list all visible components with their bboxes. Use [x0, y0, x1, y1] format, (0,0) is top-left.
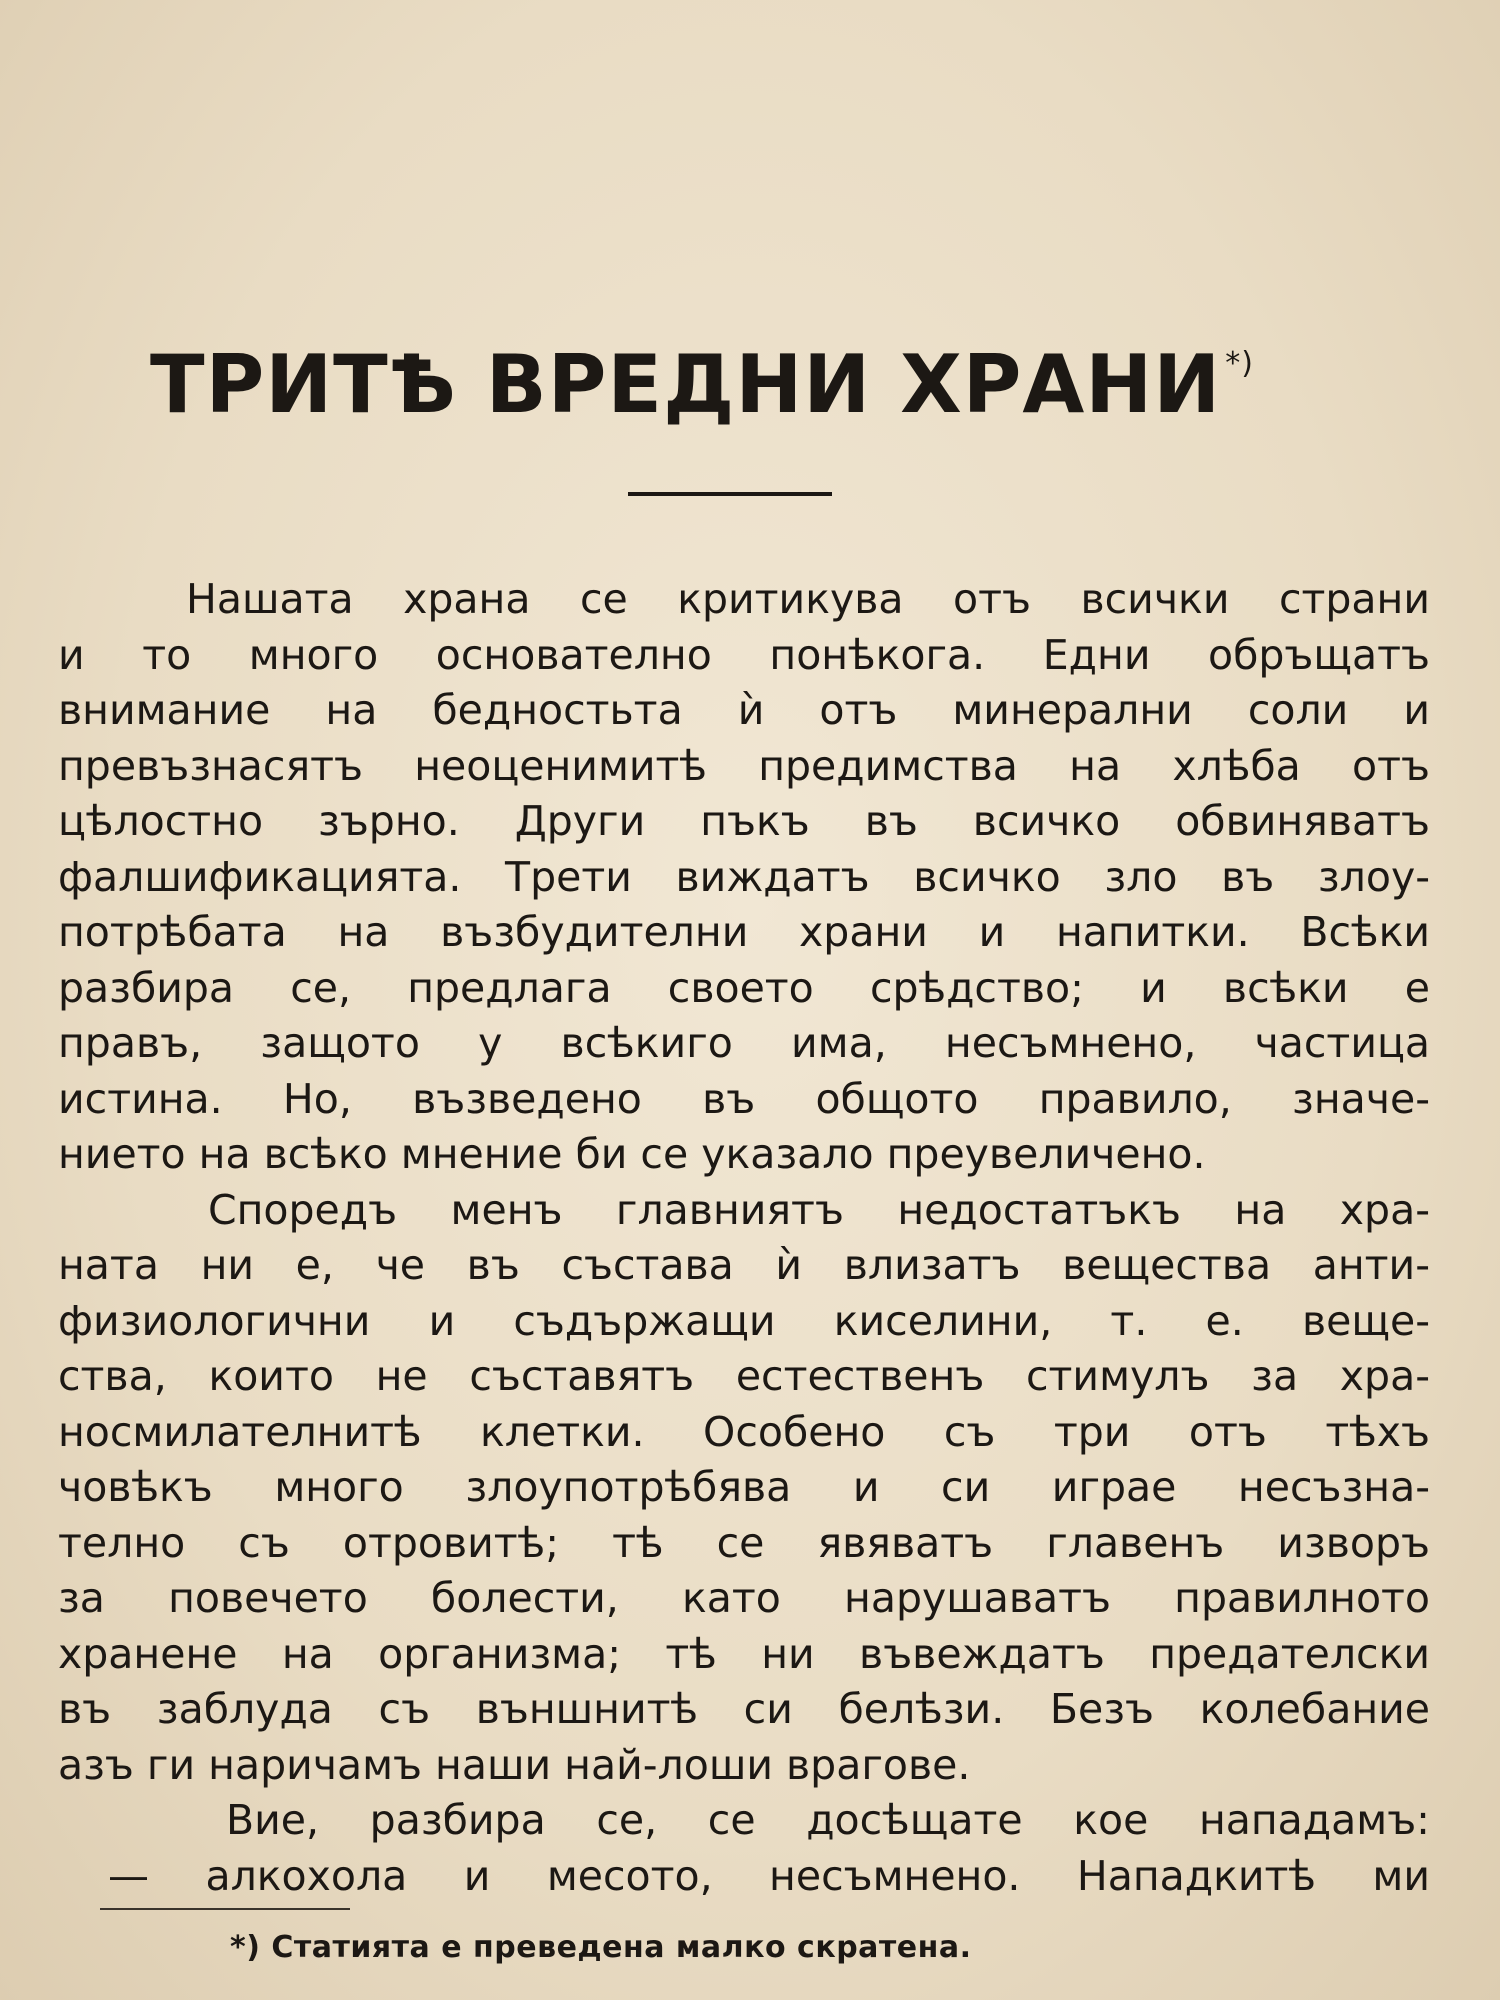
text-line: внимание на бедностьта ѝ отъ минерални соли и — [58, 686, 1430, 734]
text-line: Споредъ менъ главниятъ недостатъкъ на хра- — [208, 1185, 1430, 1234]
text-line: за повечето болести, като нарушаватъ правилното — [58, 1574, 1430, 1622]
text-line: цѣлостно зърно. Други пъкъ въ всичко обвиняватъ — [58, 797, 1430, 845]
text-line: физиологични и съдържащи киселини, т. е. веще- — [58, 1296, 1430, 1345]
text-line: потрѣбата на възбудителни храни и напитки. Всѣки — [58, 908, 1430, 956]
footnote-divider — [100, 1908, 350, 1910]
text-line: хранене на организма; тѣ ни въвеждатъ предателски — [58, 1629, 1430, 1678]
text-line: ства, които не съставятъ естественъ стимулъ за хра- — [58, 1352, 1430, 1400]
footnote: *) Статията е преведена малко скратена. — [230, 1930, 972, 1965]
text-line: въ заблуда съ външнитѣ си белѣзи. Безъ колебание — [58, 1685, 1430, 1733]
text-line: азъ ги наричамъ наши най-лоши врагове. — [58, 1740, 971, 1789]
text-line: — алкохола и месото, несъмнено. Нападкитѣ ми — [108, 1851, 1430, 1900]
text-line: правъ, защото у всѣкиго има, несъмнено, частица — [58, 1019, 1430, 1067]
text-line: човѣкъ много злоупотрѣбява и си играе несъзна- — [58, 1463, 1430, 1511]
text-line: телно съ отровитѣ; тѣ се явяватъ главенъ изворъ — [58, 1518, 1430, 1567]
text-line: истина. Но, възведено въ общото правило, значе- — [58, 1074, 1430, 1123]
article-title-text: ТРИТѢ ВРЕДНИ ХРАНИ — [150, 338, 1222, 431]
text-line: Нашата храна се критикува отъ всички страни — [186, 575, 1430, 623]
text-line: ната ни е, че въ състава ѝ влизатъ вещества анти- — [58, 1241, 1430, 1289]
article-title — [150, 338, 1350, 431]
text-line: Вие, разбира се, се досѣщате кое нападамъ: — [226, 1796, 1430, 1844]
text-line: носмилателнитѣ клетки. Особено съ три отъ тѣхъ — [58, 1407, 1430, 1456]
footnote-marker: *) — [1225, 346, 1254, 381]
text-line: и то много основателно понѣкога. Едни обръщатъ — [58, 630, 1430, 679]
title-divider — [628, 492, 832, 496]
text-line: разбира се, предлага своето срѣдство; и всѣки е — [58, 963, 1430, 1012]
article-body — [58, 572, 1430, 1904]
text-line: фалшификацията. Трети виждатъ всичко зло въ злоу- — [58, 852, 1430, 901]
text-line: превъзнасятъ неоценимитѣ предимства на хлѣба отъ — [58, 741, 1430, 790]
text-line: нието на всѣко мнение би се указало преувеличено. — [58, 1130, 1206, 1178]
